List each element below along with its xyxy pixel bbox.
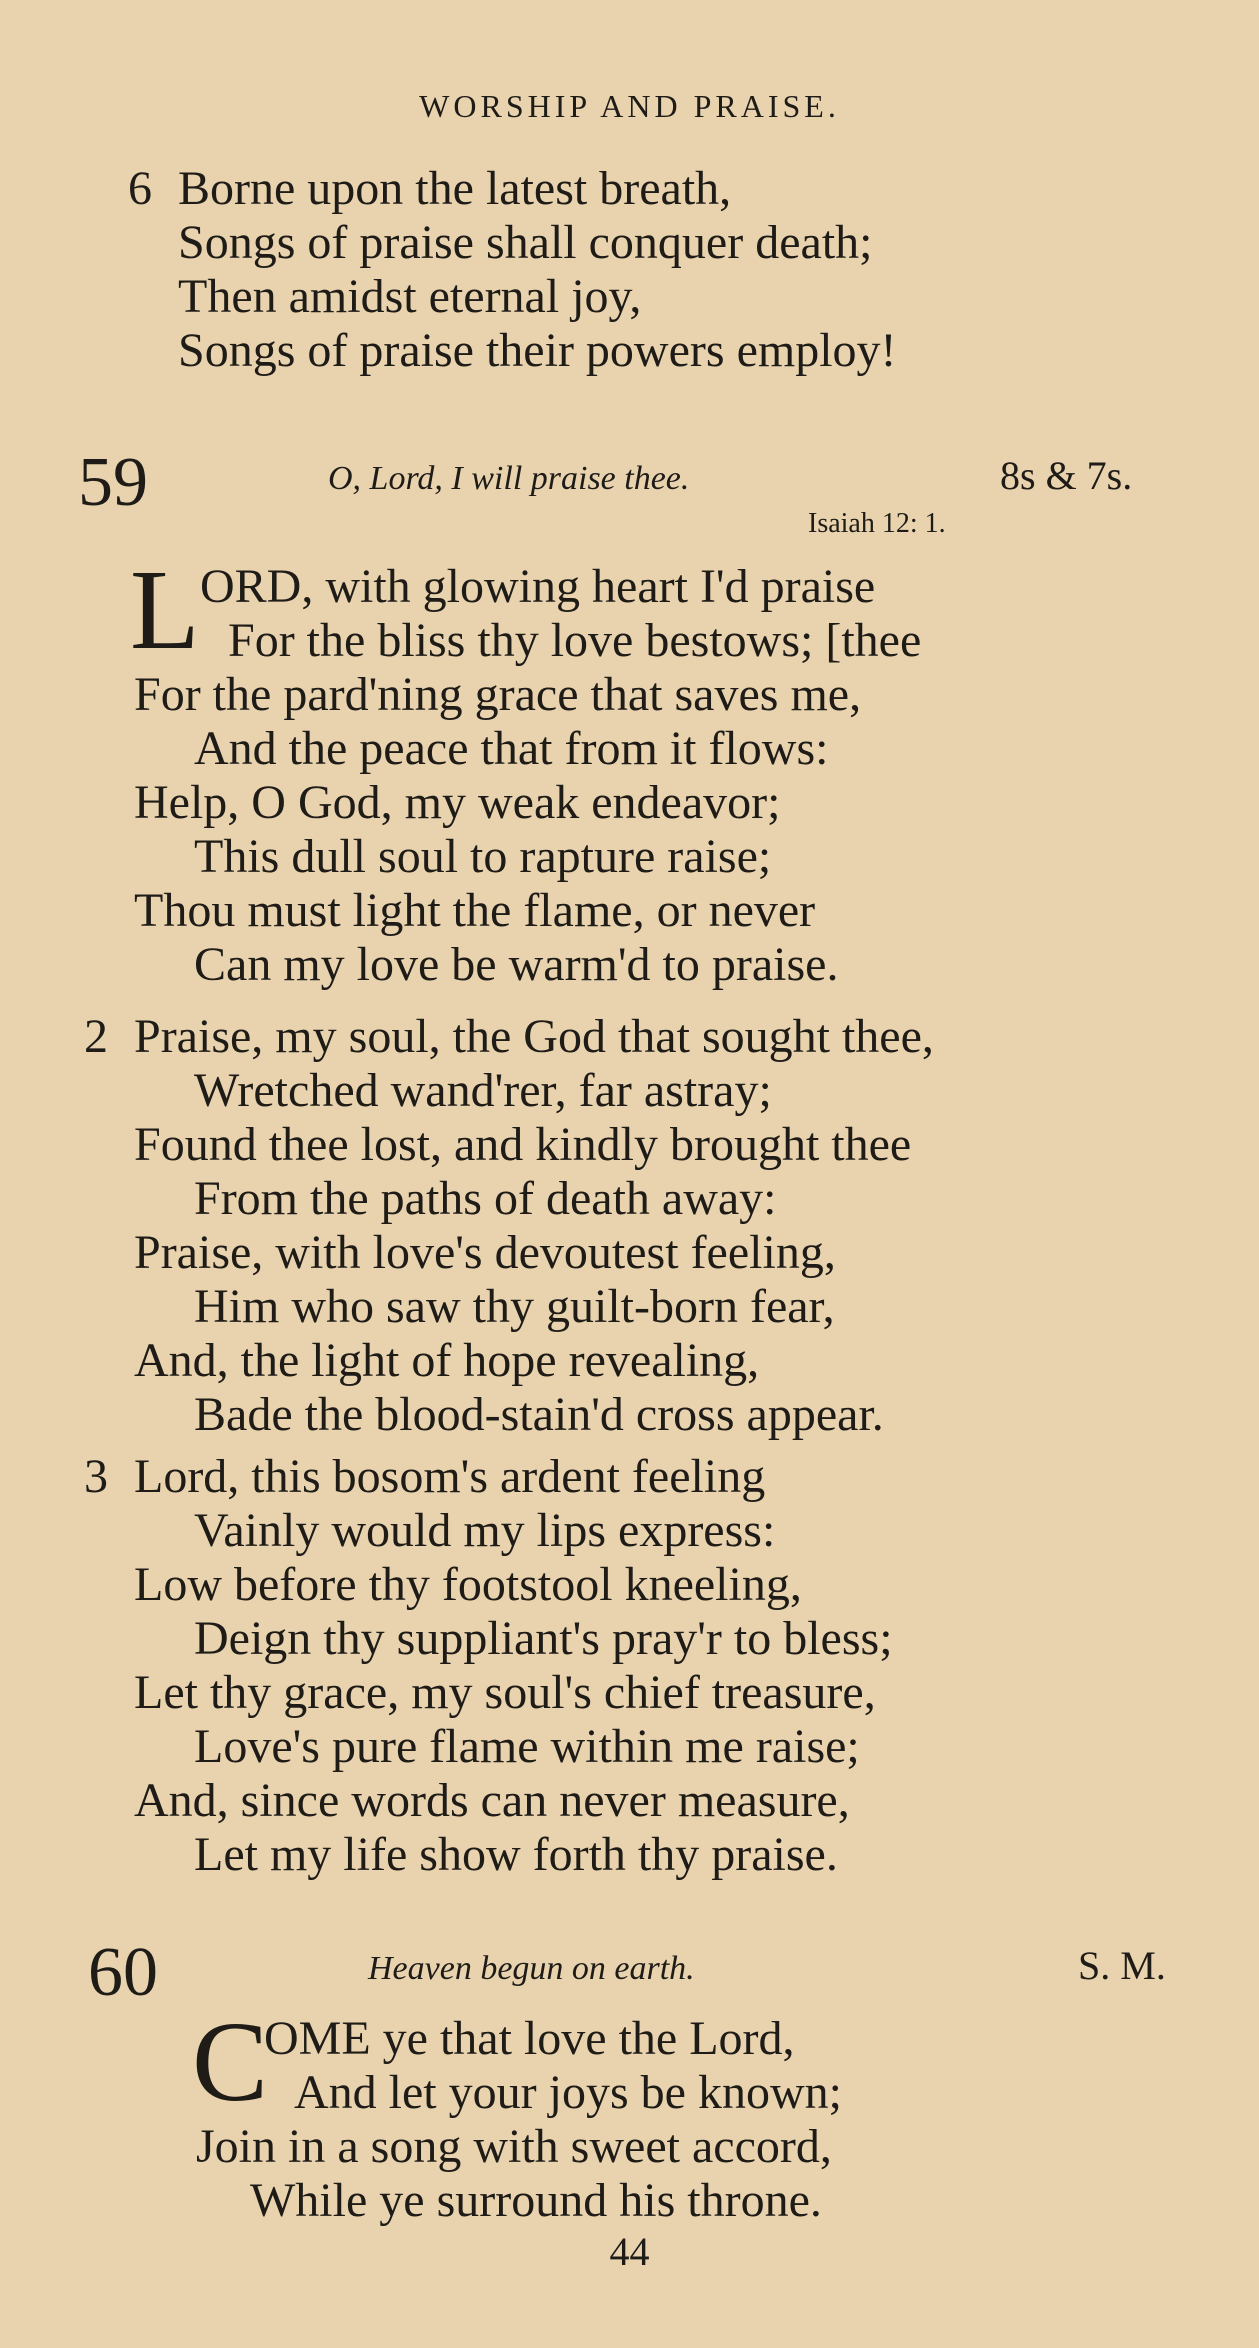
stanza-1 xyxy=(134,560,921,992)
stanza-line: And let your joys be known; xyxy=(294,2066,842,2119)
hymn-meter: 8s & 7s. xyxy=(1000,453,1133,498)
stanza-line: Join in a song with sweet accord, xyxy=(196,2120,832,2173)
stanza-2 xyxy=(84,1010,934,1442)
drop-cap: L xyxy=(130,546,200,673)
stanza-number: 3 xyxy=(84,1450,108,1503)
stanza-3 xyxy=(84,1450,893,1882)
stanza-line: Him who saw thy guilt-born fear, xyxy=(194,1280,835,1333)
stanza-line: And, since words can never measure, xyxy=(134,1774,850,1827)
hymn-title: O, Lord, I will praise thee. xyxy=(328,460,690,497)
stanza-line: This dull soul to rapture raise; xyxy=(194,830,772,883)
stanza-line: Let thy grace, my soul's chief treasure, xyxy=(134,1666,876,1719)
stanza-line: From the paths of death away: xyxy=(194,1172,777,1225)
stanza-line: Praise, with love's devoutest feeling, xyxy=(134,1226,836,1279)
stanza-line: And the peace that from it flows: xyxy=(194,722,829,775)
stanza-line: For the pard'ning grace that saves me, xyxy=(134,668,862,721)
scripture-reference: Isaiah 12: 1. xyxy=(808,508,946,539)
stanza-line: Love's pure flame within me raise; xyxy=(194,1720,860,1773)
hymn-title: Heaven begun on earth. xyxy=(368,1950,695,1987)
stanza-1 xyxy=(196,2012,842,2228)
stanza-6 xyxy=(128,162,897,378)
stanza-line: 2 Praise, my soul, the God that sought thee, xyxy=(84,1010,934,1063)
stanza-number: 2 xyxy=(84,1010,108,1063)
stanza-line: Vainly would my lips express: xyxy=(194,1504,776,1557)
stanza-line: Bade the blood-stain'd cross appear. xyxy=(194,1388,884,1441)
stanza-line: OME ye that love the Lord, xyxy=(264,2012,795,2065)
stanza-line: Songs of praise shall conquer death; xyxy=(178,216,873,269)
stanza-line: 6 Borne upon the latest breath, xyxy=(128,162,732,215)
page-number: 44 xyxy=(609,2229,650,2274)
hymn-number: 59 xyxy=(78,444,148,521)
stanza-line: Can my love be warm'd to praise. xyxy=(194,938,839,991)
stanza-line: Then amidst eternal joy, xyxy=(178,270,642,323)
running-head: WORSHIP AND PRAISE. xyxy=(419,88,840,124)
stanza-line: Low before thy footstool kneeling, xyxy=(134,1558,802,1611)
hymn-number: 60 xyxy=(88,1934,158,2011)
stanza-number: 6 xyxy=(128,162,152,215)
stanza-line: Let my life show forth thy praise. xyxy=(194,1828,838,1881)
stanza-line: And, the light of hope revealing, xyxy=(134,1334,760,1387)
stanza-line: Wretched wand'rer, far astray; xyxy=(194,1064,772,1117)
stanza-line: 3 Lord, this bosom's ardent feeling xyxy=(84,1450,766,1503)
stanza-line: Help, O God, my weak endeavor; xyxy=(134,776,781,829)
drop-cap: C xyxy=(192,1998,269,2125)
stanza-line: ORD, with glowing heart I'd praise xyxy=(200,560,876,613)
stanza-line: Songs of praise their powers employ! xyxy=(178,324,897,377)
hymn-meter: S. M. xyxy=(1078,1943,1166,1988)
stanza-line: Found thee lost, and kindly brought thee xyxy=(134,1118,912,1171)
stanza-line: Deign thy suppliant's pray'r to bless; xyxy=(194,1612,893,1665)
stanza-line: For the bliss thy love bestows; [thee xyxy=(228,614,922,667)
stanza-line: While ye surround his throne. xyxy=(250,2174,822,2227)
stanza-line: Thou must light the flame, or never xyxy=(134,884,816,937)
